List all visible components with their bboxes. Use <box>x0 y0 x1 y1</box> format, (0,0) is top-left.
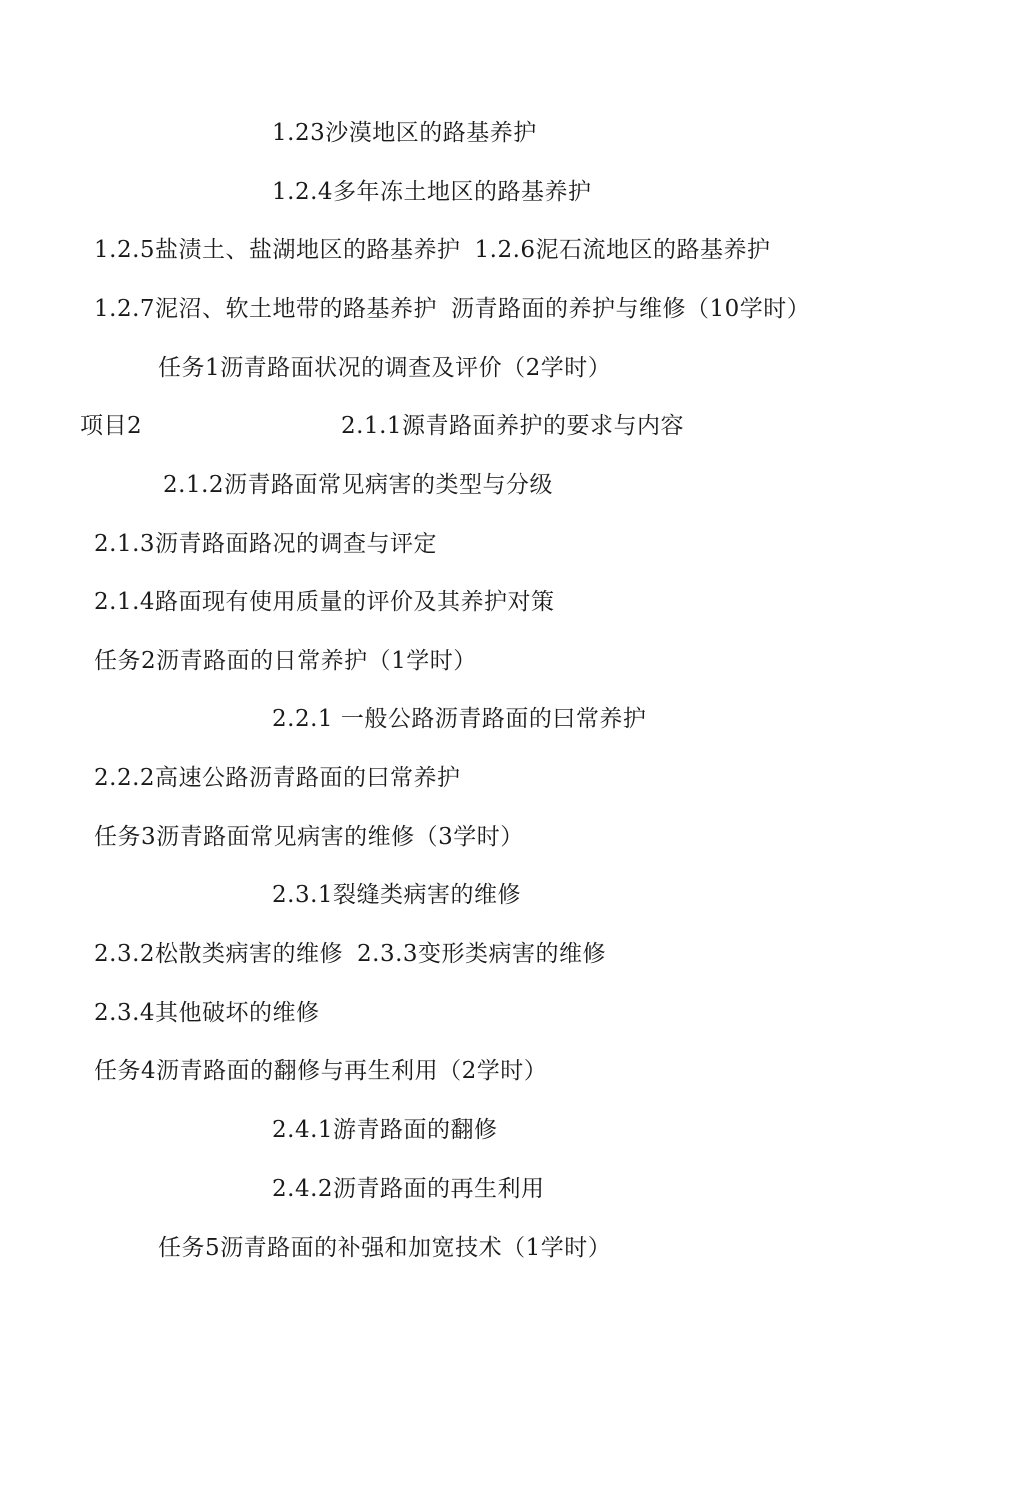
outline-item: 2.4.1游青路面的翻修 <box>272 1117 498 1143</box>
outline-item-part: 1.2.7泥沼、软土地带的路基养护 <box>94 296 438 322</box>
outline-item <box>94 235 771 265</box>
outline-item: 2.2.2高速公路沥青路面的曰常养护 <box>94 765 461 791</box>
task-heading: 任务1沥青路面状况的调查及评价（2学时） <box>158 355 612 381</box>
outline-item: 1.23沙漠地区的路基养护 <box>272 120 537 146</box>
project-label: 项目2 <box>80 413 143 439</box>
outline-item: 2.4.2沥青路面的再生利用 <box>272 1176 545 1202</box>
task-heading: 任务2沥青路面的日常养护（1学时） <box>94 648 477 674</box>
outline-item-part: 2.3.2松散类病害的维修 <box>94 941 344 967</box>
outline-item-part: 1.2.5盐渍土、盐湖地区的路基养护 <box>94 237 461 263</box>
outline-item: 2.3.1裂缝类病害的维修 <box>272 882 522 908</box>
outline-item: 2.3.4其他破坏的维修 <box>94 1000 320 1026</box>
outline-item: 2.1.2沥青路面常见病害的类型与分级 <box>163 472 554 498</box>
outline-item: 1.2.4多年冻土地区的路基养护 <box>272 179 592 205</box>
outline-item-part: 1.2.6泥石流地区的路基养护 <box>474 237 771 263</box>
task-heading: 任务5沥青路面的补强和加宽技术（1学时） <box>158 1235 612 1261</box>
outline-item: 2.1.4路面现有使用质量的评价及其养护对策 <box>94 589 555 615</box>
outline-item: 2.1.1源青路面养护的要求与内容 <box>341 413 685 439</box>
outline-item: 2.2.1 一般公路沥青路面的曰常养护 <box>272 706 647 732</box>
outline-item <box>94 294 810 324</box>
outline-item-part: 2.3.3变形类病害的维修 <box>357 941 607 967</box>
project-title: 沥青路面的养护与维修（10学时） <box>451 296 811 322</box>
task-heading: 任务4沥青路面的翻修与再生利用（2学时） <box>94 1058 548 1084</box>
outline-item <box>94 939 606 969</box>
outline-item: 2.1.3沥青路面路况的调查与评定 <box>94 531 438 557</box>
task-heading: 任务3沥青路面常见病害的维修（3学时） <box>94 824 524 850</box>
